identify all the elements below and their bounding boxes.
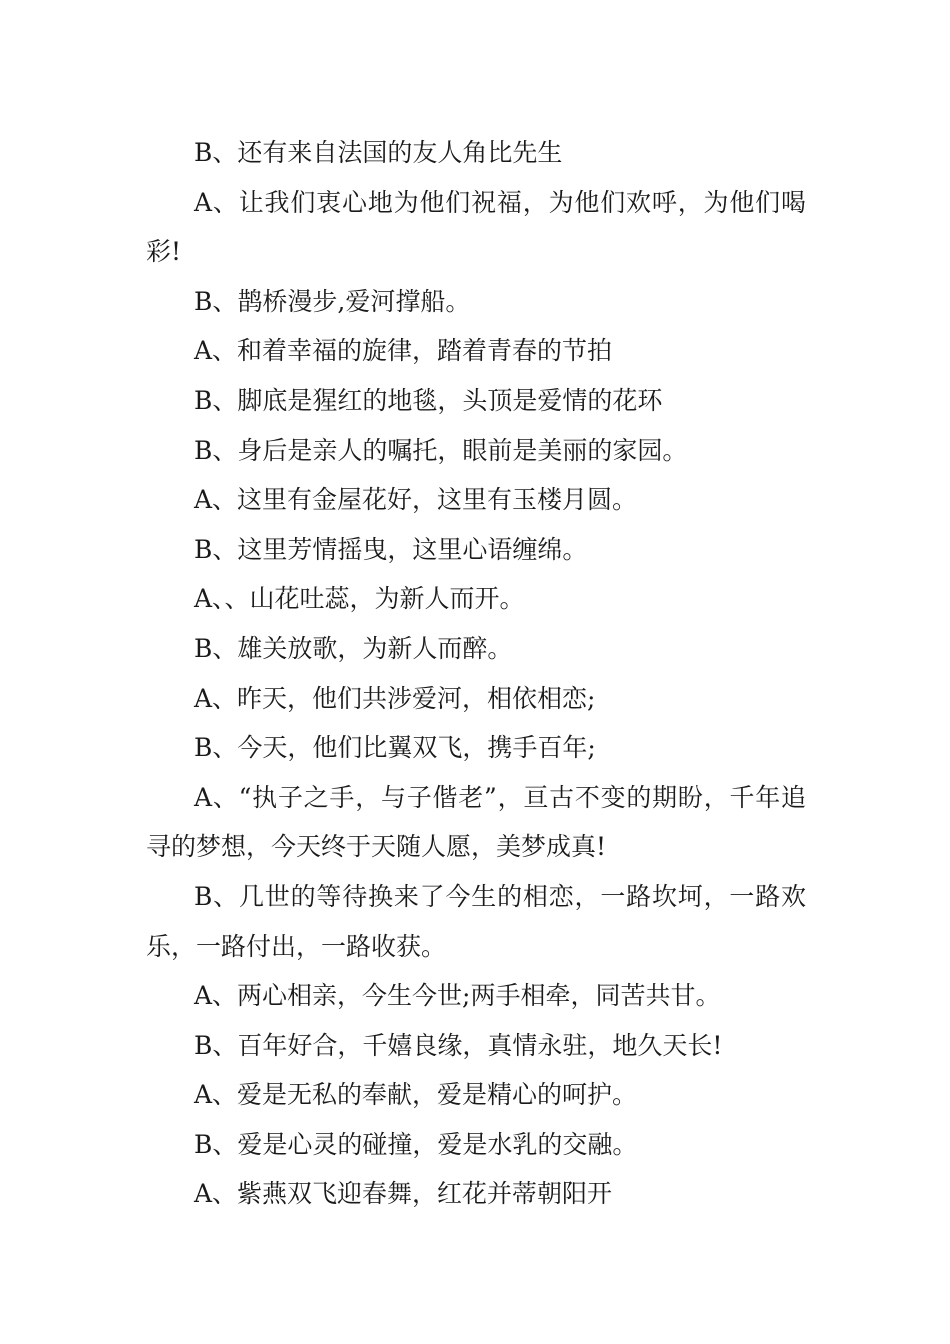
paragraph: B、百年好合，千嬉良缘，真情永驻，地久天长! xyxy=(194,1030,723,1060)
paragraph: A、紫燕双飞迎春舞，红花并蒂朝阳开 xyxy=(194,1179,613,1209)
paragraph: A、两心相亲，今生今世;两手相牵，同苦共甘。 xyxy=(194,981,721,1011)
paragraph: B、鹊桥漫步,爱河撑船。 xyxy=(194,286,471,316)
paragraph: A、昨天，他们共涉爱河，相依相恋; xyxy=(194,683,596,713)
paragraph: A、这里有金屋花好，这里有玉楼月圆。 xyxy=(194,485,638,515)
paragraph: B、雄关放歌，为新人而醉。 xyxy=(194,633,513,663)
paragraph: A、让我们衷心地为他们祝福，为他们欢呼，为他们喝彩! xyxy=(146,187,806,267)
paragraph: A、和着幸福的旋律，踏着青春的节拍 xyxy=(194,336,613,366)
paragraph: B、身后是亲人的嘱托，眼前是美丽的家园。 xyxy=(194,435,688,465)
paragraph: A、“执子之手，与子偕老”，亘古不变的期盼，千年追寻的梦想，今天终于天随人愿，美梦成真! xyxy=(146,782,806,862)
paragraph: B、今天，他们比翼双飞，携手百年; xyxy=(194,733,596,763)
paragraph: B、还有来自法国的友人角比先生 xyxy=(194,138,563,167)
paragraph: A、爱是无私的奉献，爱是精心的呵护。 xyxy=(194,1080,638,1110)
paragraph: A、、山花吐蕊，为新人而开。 xyxy=(194,584,525,614)
paragraph: B、爱是心灵的碰撞，爱是水乳的交融。 xyxy=(194,1129,638,1159)
paragraph: B、这里芳情摇曳，这里心语缠绵。 xyxy=(194,534,588,564)
paragraph: B、几世的等待换来了今生的相恋，一路坎坷，一路欢乐，一路付出，一路收获。 xyxy=(146,881,806,961)
document-body xyxy=(146,128,806,1219)
paragraph: B、脚底是猩红的地毯，头顶是爱情的花环 xyxy=(194,385,663,415)
